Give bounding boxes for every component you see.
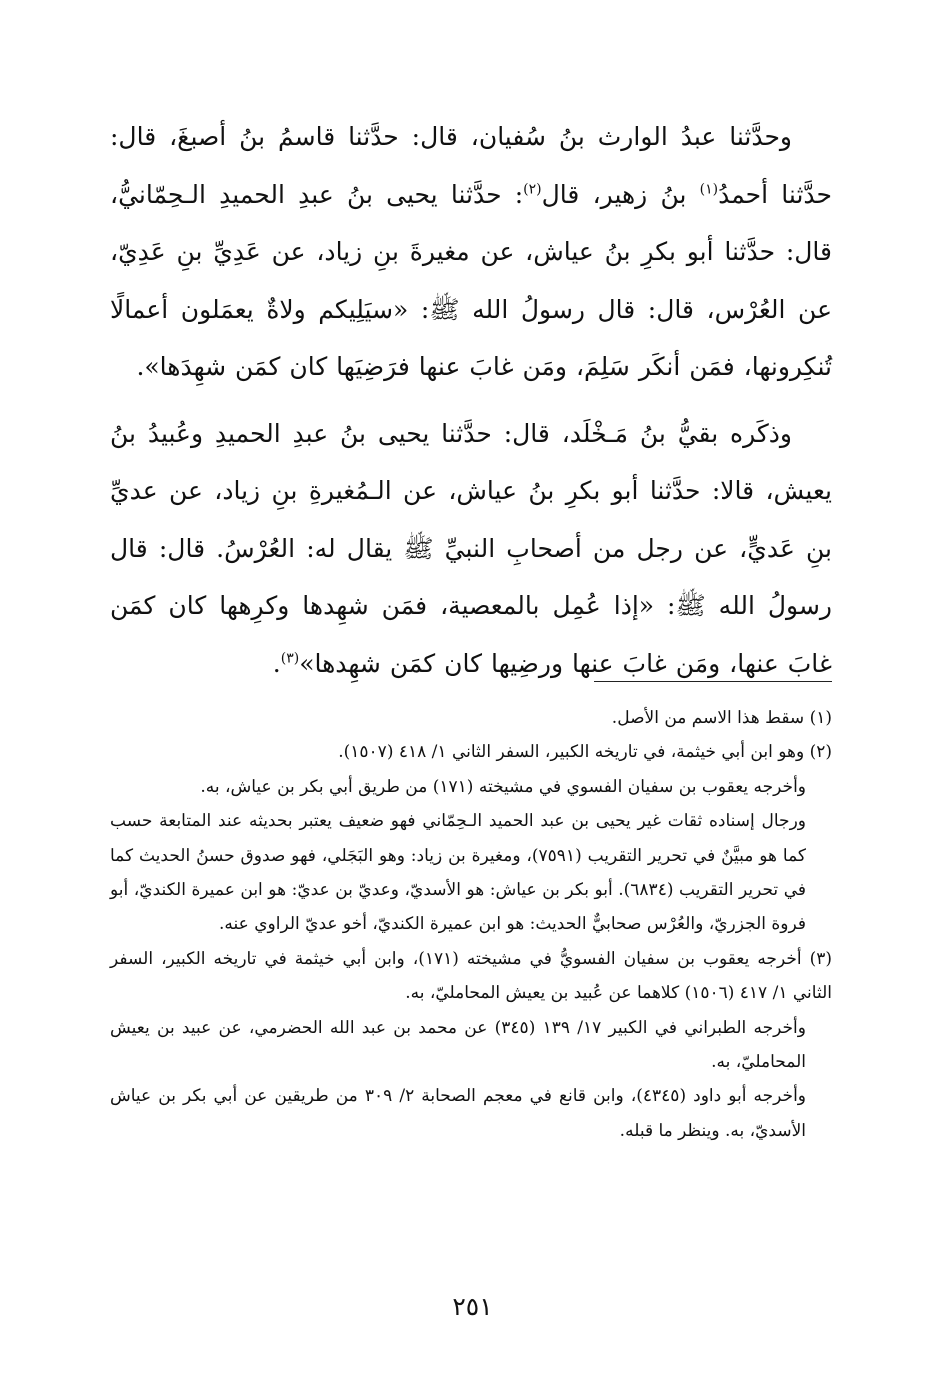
paragraph-2-part-a: وذكَره بقيُّ بنُ مَـخْلَد، قال: حدَّثنا يحيى بنُ عبدِ الحميدِ وعُبيدُ بنُ يعيش، قالا: حدَّثنا أبو بكرِ بنُ عياش، عن الـمُغيرةِ بنِ زياد، عن عديِّ بنِ عَديٍّ، عن رجل من أصحابِ النبيِّ ﷺ يقال له: العُرْسُ. قال: قال رسولُ الله ﷺ: «إذا عُمِل بالمعصية، فمَن شهِدها وكرِهها كان كمَن غابَ عنها، ومَن غابَ عنها ورضِيها كان كمَن شهِدها» (110, 418, 832, 678)
footnote-ref-1[interactable]: (١) (699, 181, 719, 198)
footnote-3-line-1: وأخرجه الطبراني في الكبير ١٧/ ١٣٩ (٣٤٥) عن محمد بن عبد الله الحضرمي، عن عبيد بن يعيش المحامليّ، به. (110, 1017, 806, 1073)
footnote-2-text: وهو ابن أبي خيثمة، في تاريخه الكبير، السفر الثاني ١/ ٤١٨ (١٥٠٧). (338, 742, 810, 763)
footnote-2-number: (٢) (809, 742, 832, 763)
main-text (110, 108, 832, 701)
footnote-2 (110, 735, 832, 769)
footnote-3-line-2: وأخرجه أبو داود (٤٣٤٥)، وابن قانع في معجم الصحابة ٢/ ٣٠٩ من طريقين عن أبي بكر بن عياش الأسديّ، به. وينظر ما قبله. (110, 1086, 806, 1141)
paragraph-1-part-b: بنُ زهير، قال (541, 179, 700, 209)
paragraph-2 (110, 405, 832, 693)
footnote-separator (594, 681, 832, 682)
page-number: ٢٥١ (452, 1292, 493, 1321)
footnote-2-line-2: ورجال إسناده ثقات غير يحيى بن عبد الحميد الـحِمّاني فهو ضعيف يعتبر بحديثه عند المتابعة حسب كما هو مبيَّنٌ في تحرير التقريب (٧٥٩١)، ومغيرة بن زياد: وهو البَجَلي، فهو صدوق حسنُ الحديث كما في تحرير التقريب (٦٨٣٤). أبو بكر بن عياش: هو الأسديّ، وعديّ بن عديّ: هو ابن عميرة الكنديّ، أبو فروة الجزريّ، والعُرْس صحابيٌّ الحديث: هو ابن عميرة الكنديّ، أخو عديّ الراوي عنه. (110, 811, 807, 935)
paragraph-2-part-b: . (272, 648, 281, 678)
footnote-1 (110, 701, 832, 735)
footnote-1-number: (١) (809, 708, 832, 728)
footnote-3-number: (٣) (809, 948, 832, 969)
footnote-ref-3[interactable]: (٣) (280, 650, 300, 667)
footnote-1-text: سقط هذا الاسم من الأصل. (611, 708, 810, 728)
paragraph-1-part-a: وحدَّثنا عبدُ الوارث بنُ سُفيان، قال: حدَّثنا قاسمُ بنُ أصبغَ، قال: حدَّثنا أحمدُ (110, 122, 832, 209)
paragraph-1-part-c: : حدَّثنا يحيى بنُ عبدِ الحميدِ الـحِمّانيُّ، قال: حدَّثنا أبو بكرِ بنُ عياش، عن مغيرةَ بنِ زياد، عن عَدِيِّ بنِ عَدِيّ، عن العُرْس، قال: قال رسولُ الله ﷺ: «سيَلِيكم ولاةٌ يعمَلون أعمالًا تُنكِرونها، فمَن أنكَر سَلِمَ، ومَن غابَ عنها فرَضِيَها كان كمَن شهِدَها». (110, 179, 832, 381)
footnote-ref-2[interactable]: (٢) (523, 181, 542, 198)
footnote-2-line-1: وأخرجه يعقوب بن سفيان الفسوي في مشيخته (١٧١) من طريق أبي بكر بن عياش، به. (200, 776, 806, 797)
footnote-3-text: أخرجه يعقوب بن سفيان الفسويُّ في مشيخته (١٧١)، وابن أبي خيثمة في تاريخه الكبير، السفر الثاني ١/ ٤١٧ (١٥٠٦) كلاهما عن عُبيد بن يعيش المحامليّ، به. (110, 948, 832, 1004)
footnotes (110, 701, 832, 1148)
paragraph-1 (110, 108, 832, 396)
footnote-3 (110, 942, 832, 1011)
